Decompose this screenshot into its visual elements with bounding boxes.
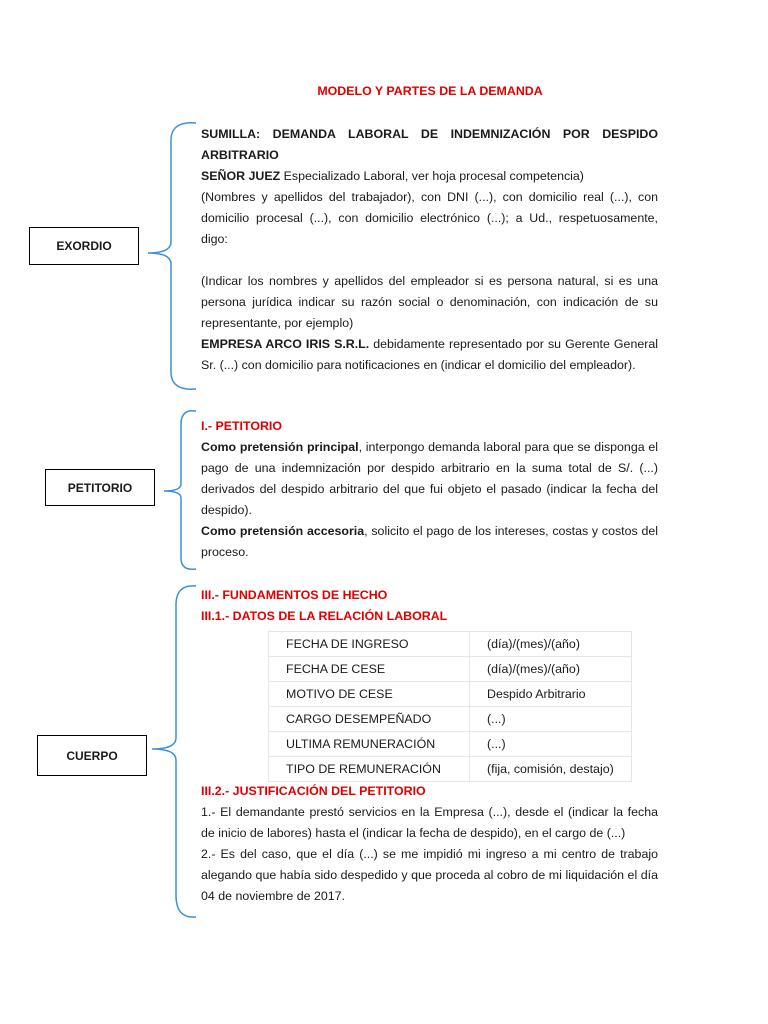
table-row [269,707,632,732]
table-cell-label: MOTIVO DE CESE [269,682,470,707]
hechos-headings [201,585,658,627]
accesoria-bold: Como pretensión accesoria [201,524,365,538]
document-title: MODELO Y PARTES DE LA DEMANDA [317,84,543,98]
accesoria-rest: , solicito el pago de los intereses, costas y costos del proceso. [201,524,658,559]
exordio-block [201,124,658,376]
relacion-laboral-table [268,631,632,782]
table-row [269,657,632,682]
pretension-accesoria [201,521,658,563]
empresa-paragraph [201,334,658,376]
fundamentos-hecho-heading: III.- FUNDAMENTOS DE HECHO [201,588,388,602]
petitorio-brace [160,408,200,578]
principal-bold: Como pretensión principal [201,440,359,454]
petitorio-block [201,416,658,563]
principal-rest: , interpongo demanda laboral para que se disponga el pago de una indemnización por despido arbitrario en la suma total de S/. (...) derivados del despido arbitrario del que fui objeto el pasado (indicar la fecha del despido). [201,440,658,517]
cuerpo-label-box [37,735,147,776]
exordio-label-box [29,227,139,265]
table-cell-label: FECHA DE CESE [269,657,470,682]
datos-relacion-heading: III.1.- DATOS DE LA RELACIÓN LABORAL [201,609,448,623]
table-cell-value: (fija, comisión, destajo) [470,757,632,782]
senor-juez: SEÑOR JUEZ [201,169,281,183]
table-cell-value: (día)/(mes)/(año) [470,657,632,682]
pretension-principal [201,437,658,521]
justificacion-heading: III.2.- JUSTIFICACIÓN DEL PETITORIO [201,784,426,798]
table-cell-value: Despido Arbitrario [470,682,632,707]
petitorio-label-box [45,469,155,506]
punto-2: 2.- Es del caso, que el día (...) se me impidió mi ingreso a mi centro de trabajo alegando que había sido despedido y que proceda al cobro de mi liquidación el día 04 de noviembre de 2017. [201,847,658,903]
sumilla: SUMILLA: DEMANDA LABORAL DE INDEMNIZACIÓN POR DESPIDO ARBITRARIO [201,127,658,162]
senor-juez-rest: Especializado Laboral, ver hoja procesal competencia) [280,169,584,183]
justificacion-block [201,781,658,907]
table-cell-value: (...) [470,707,632,732]
punto-1: 1.- El demandante prestó servicios en la Empresa (...), desde el (indicar la fecha de inicio de labores) hasta el (indicar la fecha de despido), en el cargo de (...) [201,805,658,840]
table-row [269,682,632,707]
table-row [269,732,632,757]
cuerpo-brace [148,583,200,923]
table-cell-label: CARGO DESEMPEÑADO [269,707,470,732]
table-cell-label: TIPO DE REMUNERACIÓN [269,757,470,782]
exordio-brace [140,120,200,400]
cuerpo-label: CUERPO [66,748,118,763]
table-cell-label: FECHA DE INGRESO [269,632,470,657]
table-cell-value: (día)/(mes)/(año) [470,632,632,657]
exordio-label: EXORDIO [56,239,112,253]
table-cell-label: ULTIMA REMUNERACIÓN [269,732,470,757]
blank-line [201,250,658,271]
empleador-instruction: (Indicar los nombres y apellidos del empleador si es persona natural, si es una persona jurídica indicar su razón social o denominación, con indicación de su representante, por ejemplo) [201,274,658,330]
table-row [269,757,632,782]
senor-juez-line [201,166,658,187]
table-cell-value: (...) [470,732,632,757]
table-row [269,632,632,657]
trabajador-paragraph: (Nombres y apellidos del trabajador), con DNI (...), con domicilio real (...), con domicilio procesal (...), con domicilio electrónico (...); a Ud., respetuosamente, digo: [201,190,658,246]
empresa-name: EMPRESA ARCO IRIS S.R.L. [201,337,370,351]
empresa-rest: debidamente representado por su Gerente General Sr. (...) con domicilio para notificaciones en (indicar el domicilio del empleador). [201,337,659,372]
petitorio-heading: I.- PETITORIO [201,419,283,433]
petitorio-label: PETITORIO [67,480,133,495]
